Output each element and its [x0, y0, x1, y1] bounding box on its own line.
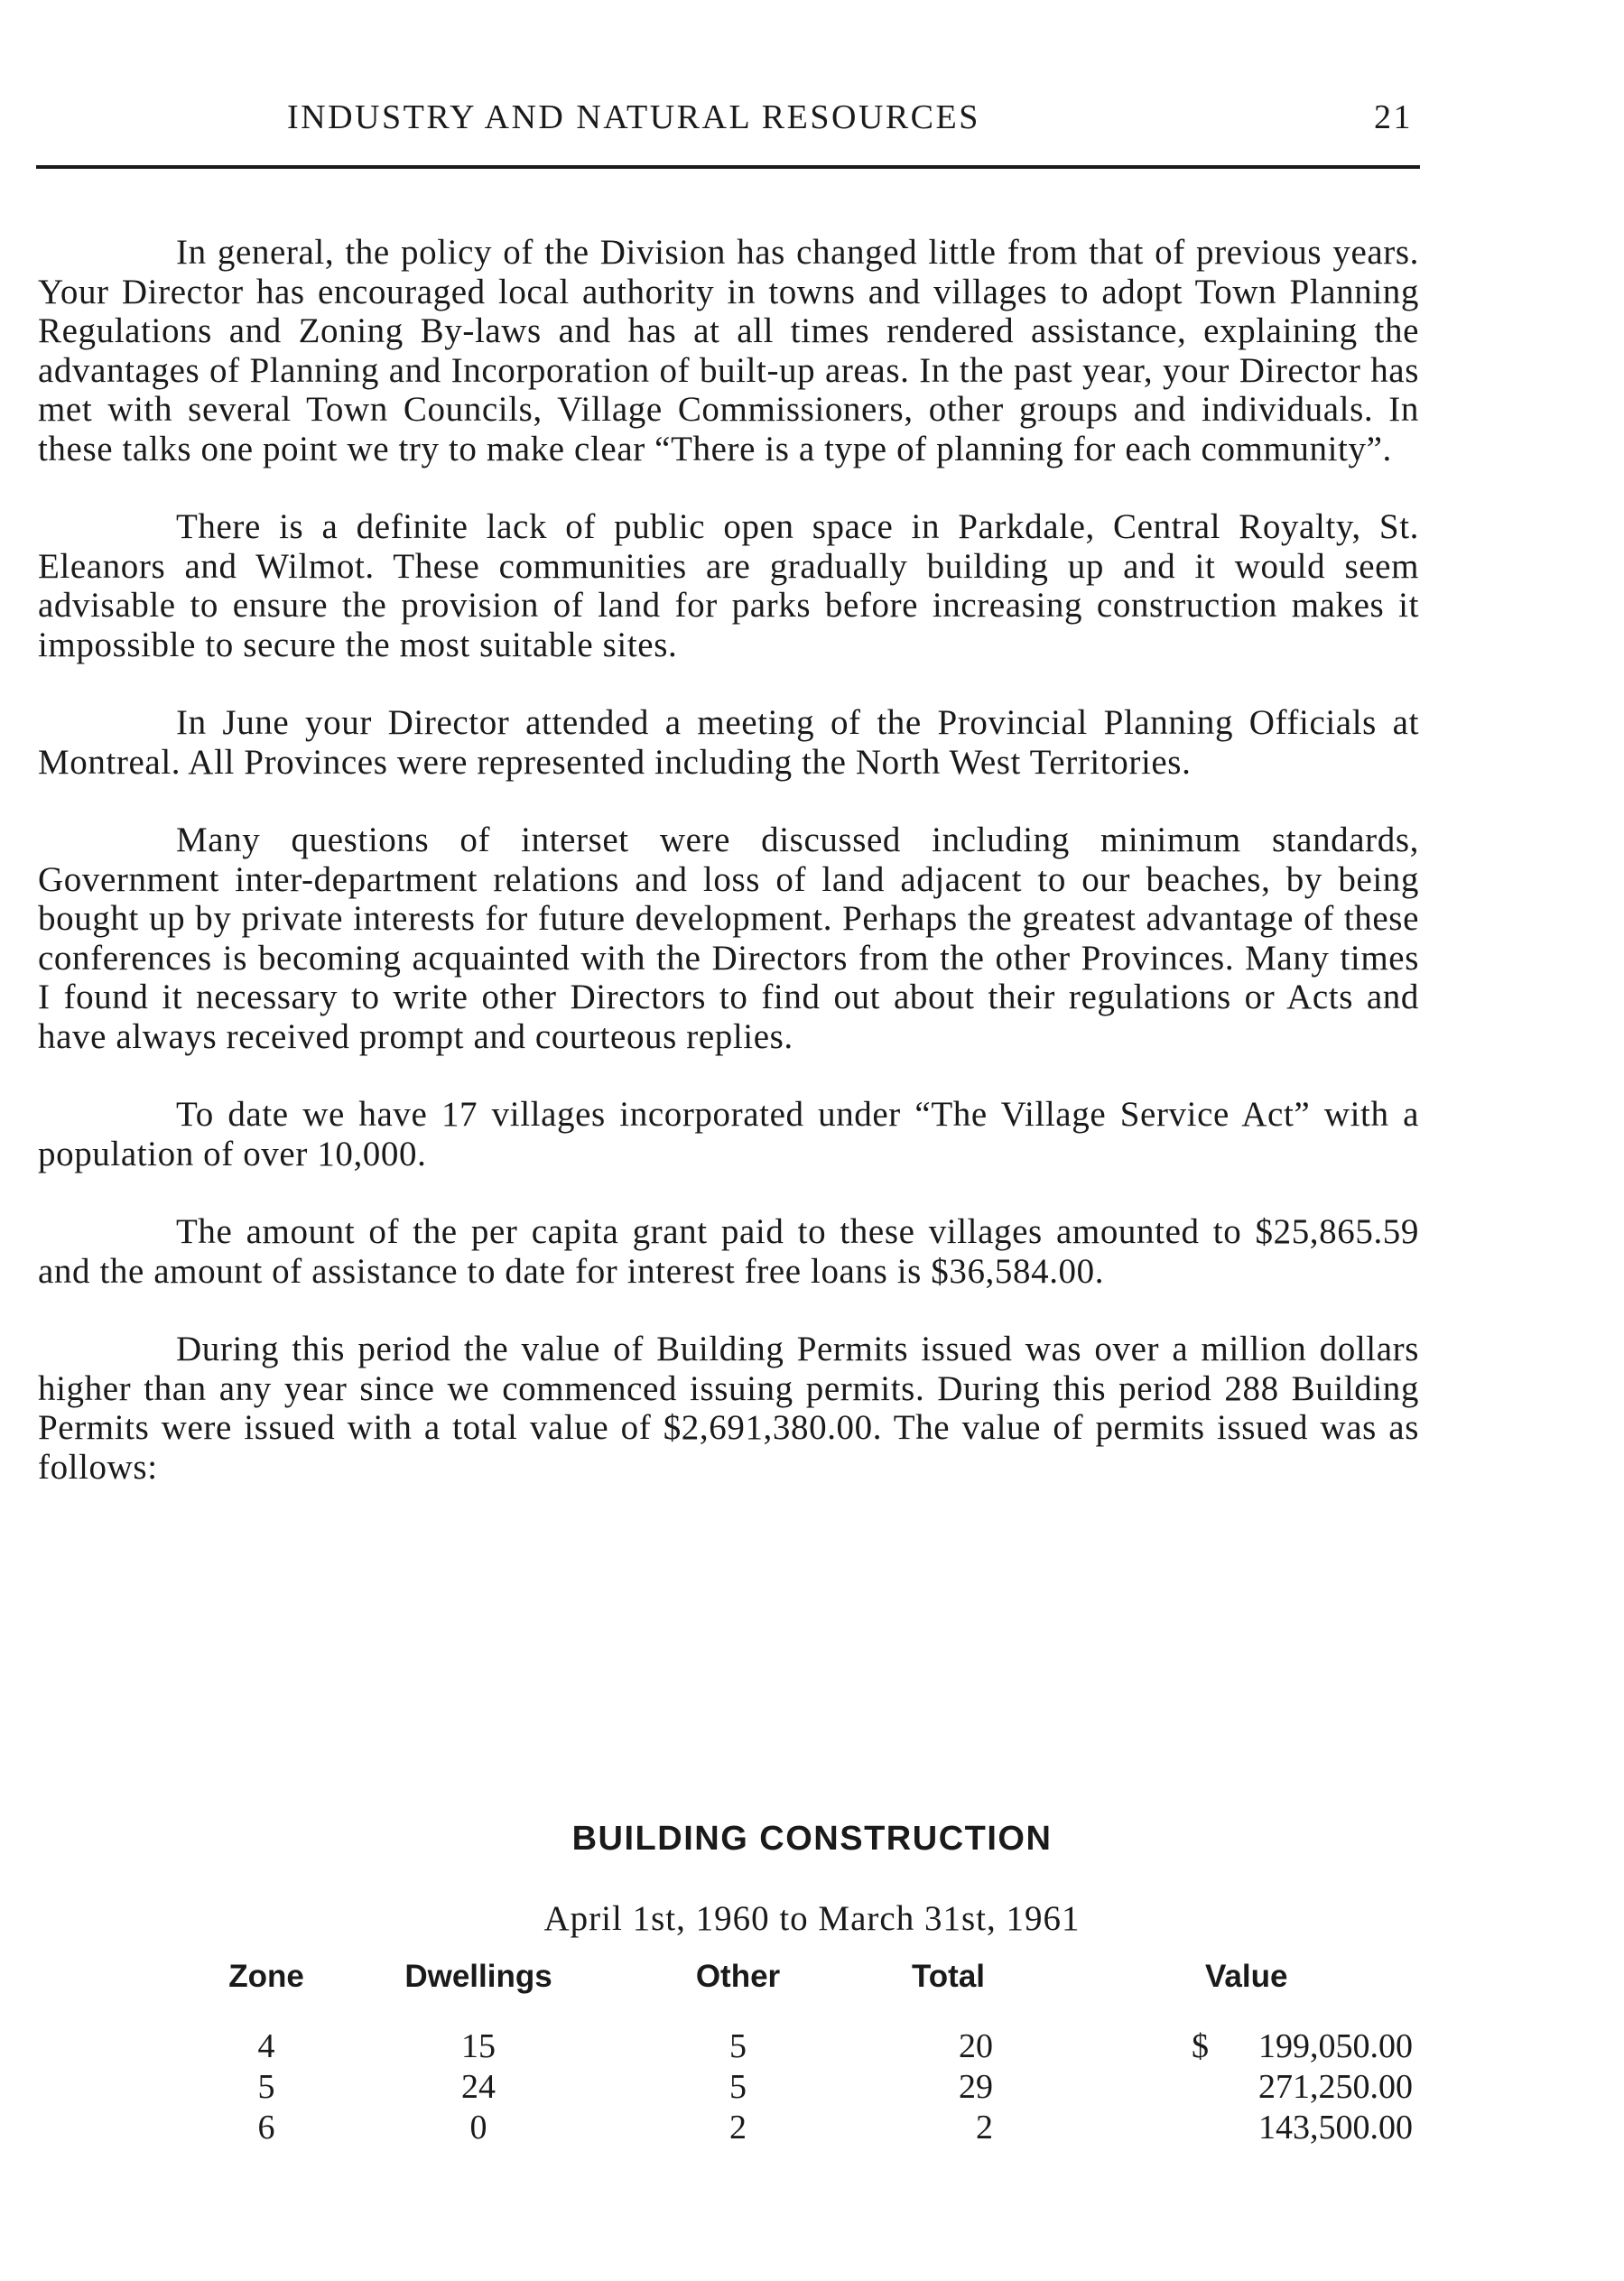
column-header-other: Other: [695, 1959, 781, 1994]
table-header-row: [0, 1959, 1624, 1998]
table-title: BUILDING CONSTRUCTION: [571, 1820, 1053, 1858]
cell-total: 20: [959, 2027, 993, 2065]
cell-dwellings: 15: [461, 2027, 496, 2065]
paragraph: There is a definite lack of public open space in Parkdale, Central Royalty, St. Eleanors and Wilmot. These communities are gradually building up and it would seem advisable to ensure the provision of land for parks before increasing construction makes it impossible to secure the most suitable sites.: [38, 507, 1419, 664]
cell-dwellings: 24: [461, 2068, 496, 2106]
body-text: [38, 233, 1419, 1525]
paragraph: During this period the value of Building Permits issued was over a million dollars higher than any year since we commenced issuing permits. During this period 288 Building Permits were issued with a total value of $2,691,380.00. The value of permits issued was as follows:: [38, 1330, 1419, 1487]
currency-symbol: $: [1192, 2027, 1209, 2065]
column-header-zone: Zone: [228, 1959, 304, 1994]
cell-zone: 5: [257, 2068, 275, 2106]
cell-total: 2: [976, 2109, 993, 2147]
cell-value: 199,050.00: [1258, 2027, 1413, 2065]
column-header-value: Value: [1205, 1959, 1288, 1994]
paragraph: In general, the policy of the Division has changed little from that of previous years. Your Director has encouraged local authority in towns and villages to adopt Town Planning Regulations and Zoning By-laws and has at all times rendered assistance, explaining the advantages of Planning and Incorporation of built-up areas. In the past year, your Director has met with several Town Councils, Village Commissioners, other groups and individuals. In these talks one point we try to make clear “There is a type of planning for each community”.: [38, 233, 1419, 468]
table-row: [0, 2026, 1624, 2066]
paragraph: To date we have 17 villages incorporated under “The Village Service Act” with a population of over 10,000.: [38, 1095, 1419, 1173]
cell-value: 271,250.00: [1258, 2068, 1413, 2106]
cell-other: 5: [729, 2068, 747, 2106]
table-row: [0, 2108, 1624, 2147]
page-number: 21: [1374, 98, 1413, 136]
cell-total: 29: [959, 2068, 993, 2106]
cell-zone: 6: [257, 2109, 275, 2147]
paragraph: In June your Director attended a meeting of the Provincial Planning Officials at Montreal. All Provinces were represented including the North West Territories.: [38, 703, 1419, 782]
paragraph: The amount of the per capita grant paid to these villages amounted to $25,865.59 and the amount of assistance to date for interest free loans is $36,584.00.: [38, 1212, 1419, 1291]
table-subtitle: April 1st, 1960 to March 31st, 1961: [543, 1899, 1081, 1938]
table-row: [0, 2067, 1624, 2107]
column-header-dwellings: Dwellings: [404, 1959, 552, 1994]
cell-zone: 4: [257, 2027, 275, 2065]
cell-value: 143,500.00: [1258, 2109, 1413, 2147]
running-header: [287, 97, 1413, 152]
running-header-title: INDUSTRY AND NATURAL RESOURCES: [287, 98, 980, 136]
cell-other: 5: [729, 2027, 747, 2065]
cell-dwellings: 0: [469, 2109, 487, 2147]
header-rule: [36, 165, 1420, 169]
cell-other: 2: [729, 2109, 747, 2147]
paragraph: Many questions of interset were discussed including minimum standards, Government inter-department relations and loss of land adjacent to our beaches, by being bought up by private interests for future development. Perhaps the greatest advantage of these conferences is becoming acquainted with the Directors from the other Provinces. Many times I found it necessary to write other Directors to find out about their regulations or Acts and have always received prompt and courteous replies.: [38, 821, 1419, 1056]
column-header-total: Total: [912, 1959, 986, 1994]
